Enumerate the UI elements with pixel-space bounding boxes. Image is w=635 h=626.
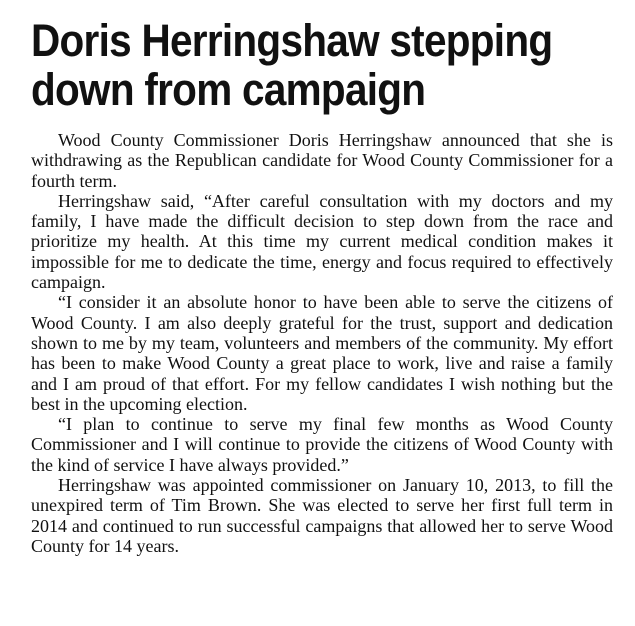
paragraph-statement-service: “I plan to continue to serve my final few months as Wood County Commissioner and I will continue to provide the citizens of Wood County with the kind of service I have always provided.” <box>31 414 613 475</box>
headline-line-2: down from campaign <box>31 64 426 115</box>
paragraph-background: Herringshaw was appointed commissioner on January 10, 2013, to fill the unexpired term of Tim Brown. She was elected to serve her first full term in 2014 and continued to run successful campaigns that allowed her to serve Wood County for 14 years. <box>31 475 613 556</box>
paragraph-statement-honor: “I consider it an absolute honor to have been able to serve the citizens of Wood County. I am also deeply grateful for the trust, support and dedication shown to me by my team, volunteers and members of the community. My effort has been to make Wood County a great place to work, live and raise a family and I am proud of that effort. For my fellow candidates I wish nothing but the best in the upcoming election. <box>31 292 613 414</box>
paragraph-announcement: Wood County Commissioner Doris Herringshaw announced that she is withdrawing as the Republican candidate for Wood County Commissioner for a fourth term. <box>31 130 613 191</box>
article-body <box>31 130 613 556</box>
headline <box>31 16 607 114</box>
headline-line-1: Doris Herringshaw stepping <box>31 15 553 66</box>
paragraph-statement-health: Herringshaw said, “After careful consultation with my doctors and my family, I have made the difficult decision to step down from the race and prioritize my health. At this time my current medical condition makes it impossible for me to dedicate the time, energy and focus required to effectively campaign. <box>31 190 613 293</box>
